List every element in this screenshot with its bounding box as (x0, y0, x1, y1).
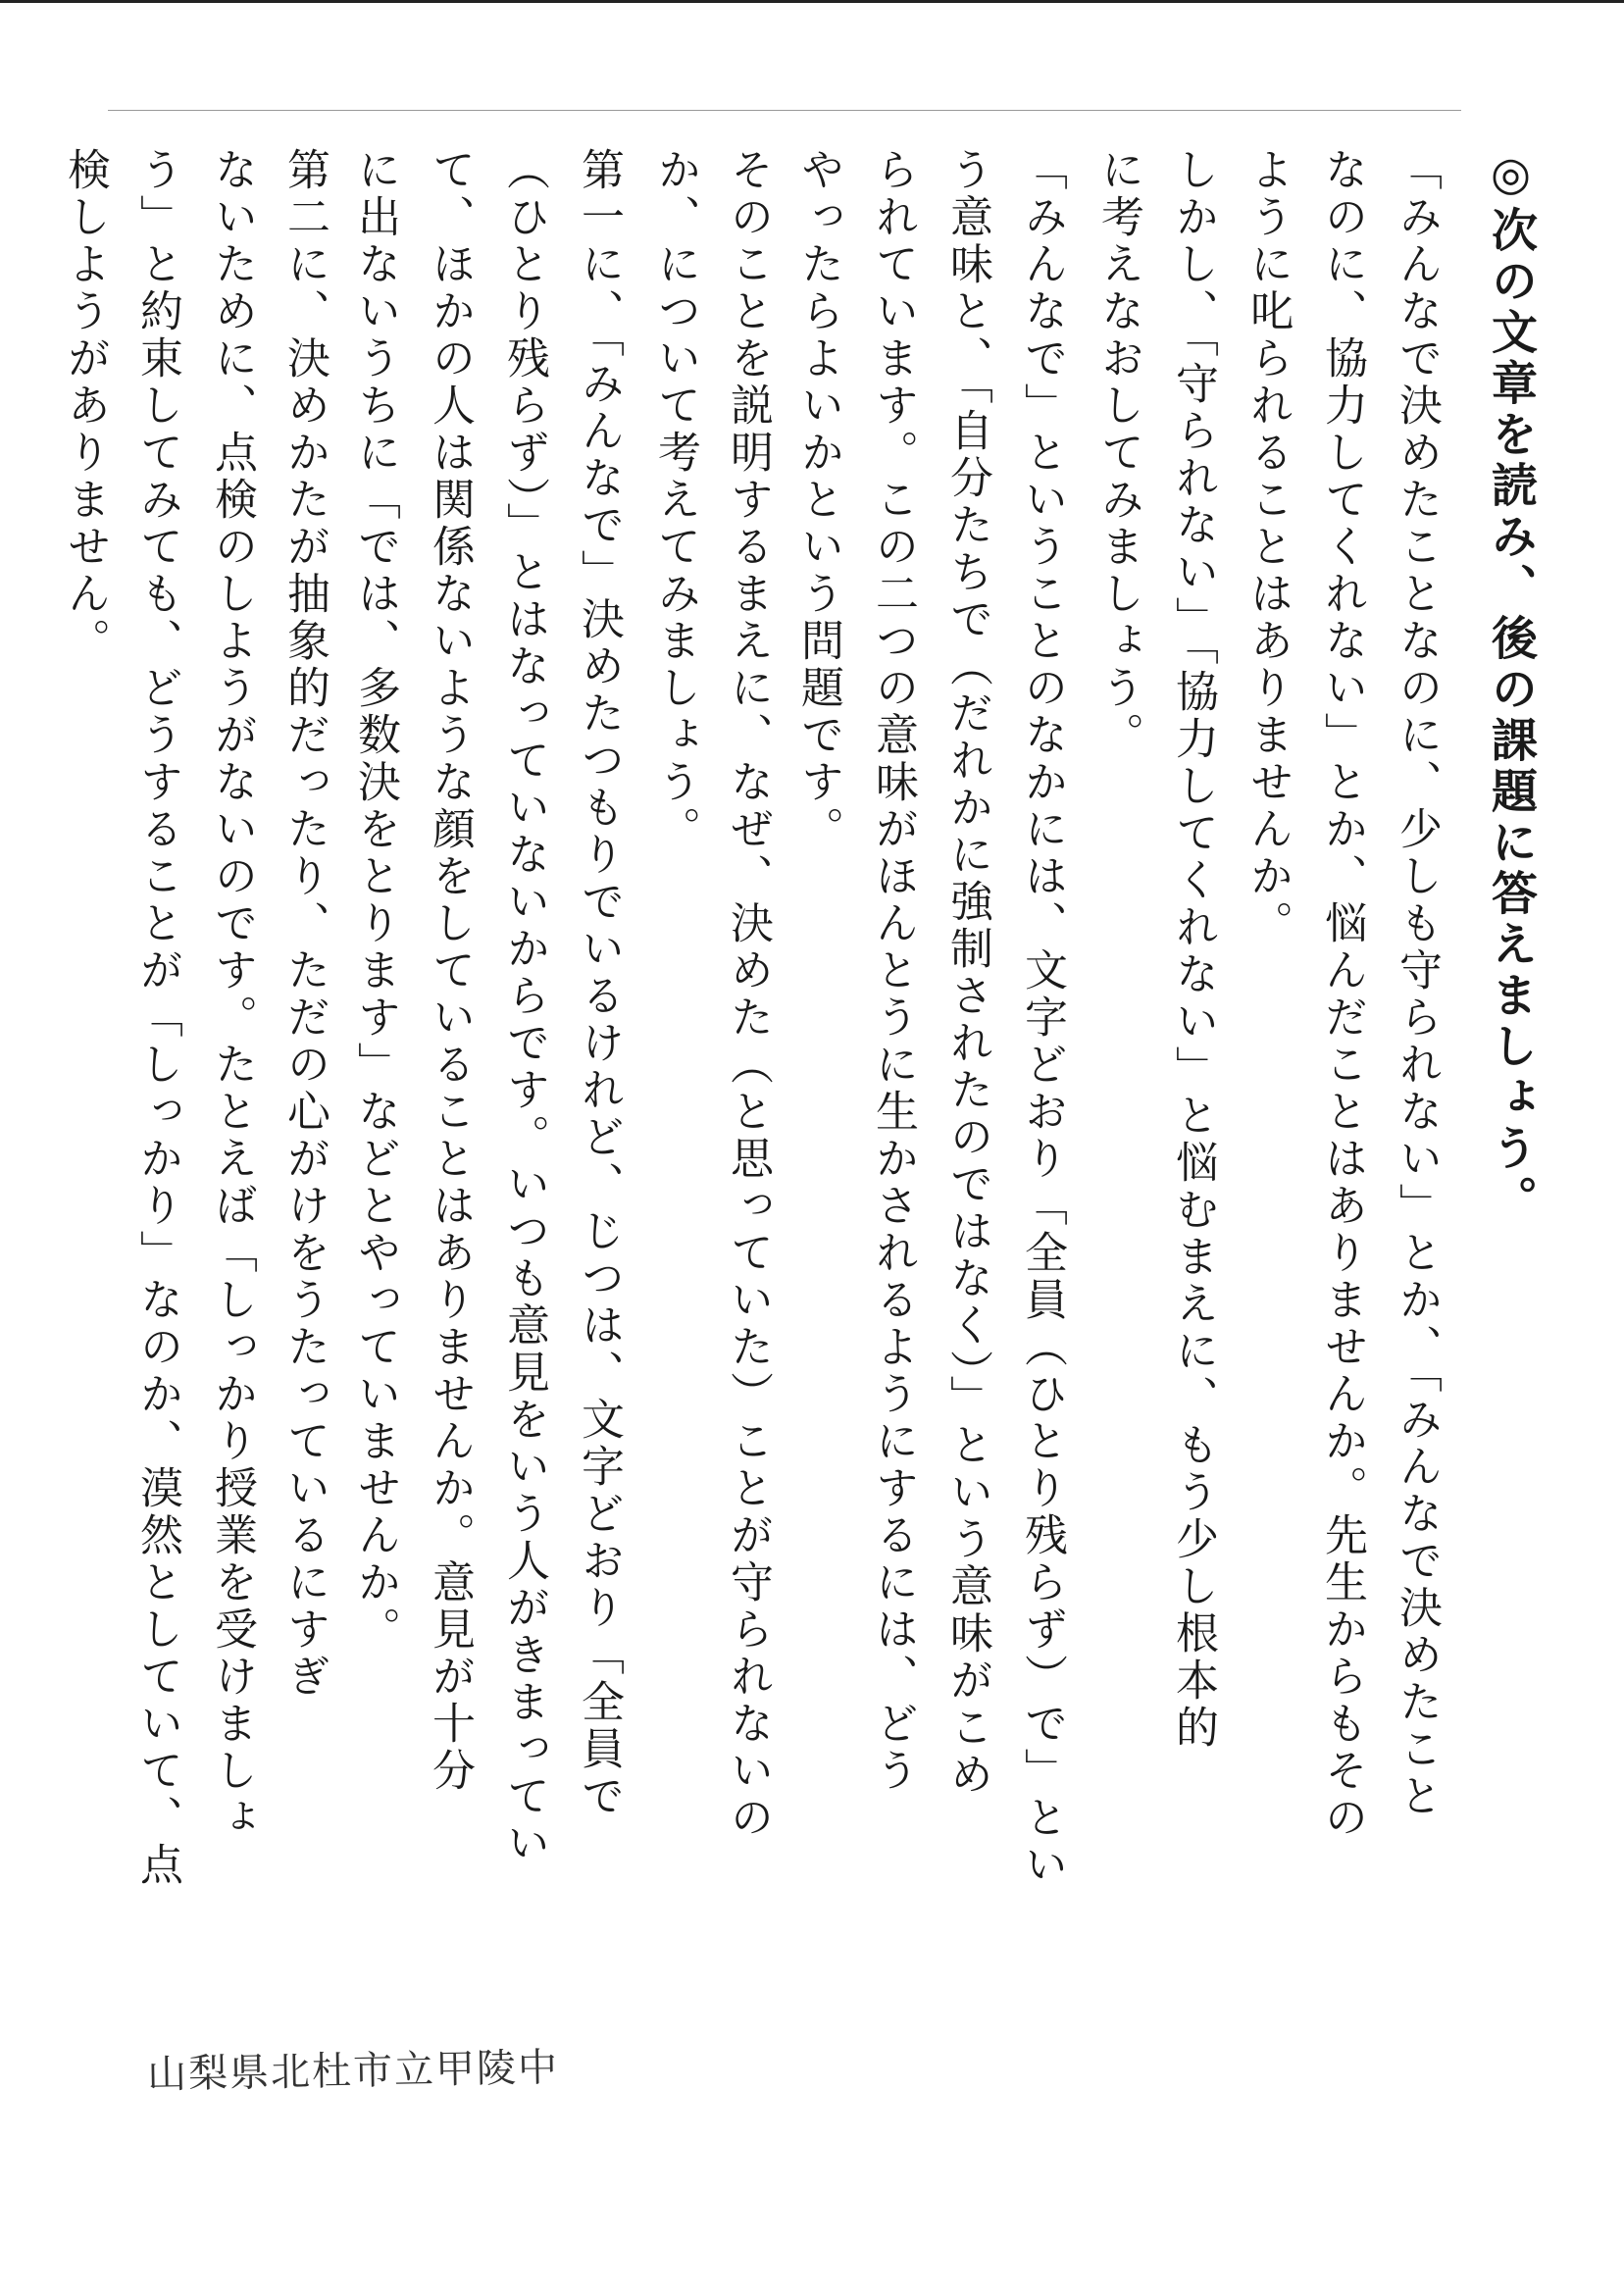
body-column: か、について考えてみましょう。 (650, 147, 700, 853)
instruction-heading: ◎次の文章を読み、後の課題に答えましょう。 (1484, 147, 1538, 1226)
body-column: そのことを説明するまえに、なぜ、決めた（と思っていた）ことが守られないの (723, 147, 773, 1842)
faint-top-line (108, 110, 1461, 111)
school-name: 山梨県北杜市立甲陵中 (146, 2045, 560, 2098)
body-column: ように叱られることはありませんか。 (1243, 147, 1293, 947)
body-column: 第二に、決めかたが抽象的だったり、ただの心がけをうたっているにすぎ (279, 147, 330, 1701)
body-column: て、ほかの人は関係ないような顔をしていることはありませんか。意見が十分 (425, 147, 475, 1795)
body-column: う意味と、「自分たちで（だれかに強制されたのではなく）」という意味がこめ (942, 147, 992, 1799)
body-column: う」と約束してみても、どうすることが「しっかり」なのか、漠然としていて、点 (132, 147, 182, 1889)
body-column: られています。この二つの意味がほんとうに生かされるようにするには、どう (868, 147, 918, 1795)
body-column: 検しようがありません。 (60, 147, 110, 665)
body-column: に出ないうちに「では、多数決をとります」などとやっていませんか。 (350, 147, 400, 1654)
body-column: なのに、協力してくれない」とか、悩んだことはありませんか。先生からもその (1317, 147, 1367, 1842)
body-column: 第一に、「みんなで」決めたつもりでいるけれど、じつは、文字どおり「全員で (574, 147, 624, 1820)
body-column: に考えなおしてみましょう。 (1093, 147, 1143, 759)
body-column: 「みんなで」ということのなかには、文字どおり「全員（ひとり残らず）で」とい (1017, 147, 1067, 1889)
body-column: やったらよいかという問題です。 (793, 147, 843, 853)
top-border-line (0, 0, 1624, 3)
body-column: ないために、点検のしようがないのです。たとえば「しっかり授業を受けましょ (207, 147, 257, 1842)
body-column: しかし、「守られない」「協力してくれない」と悩むまえに、もう少し根本的 (1168, 147, 1218, 1752)
body-column: 「みんなで決めたことなのに、少しも守られない」とか、「みんなで決めたこと (1392, 147, 1442, 1820)
body-column: （ひとり残らず）」とはなっていないからです。いつも意見をいう人がきまってい (499, 147, 549, 1867)
